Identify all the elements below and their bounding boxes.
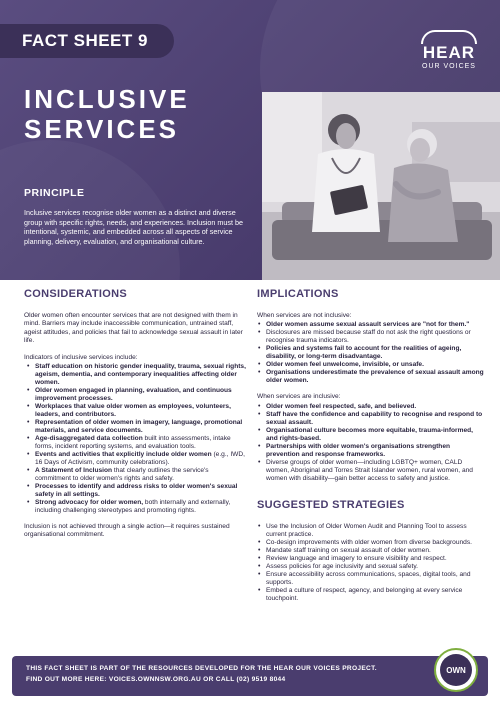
principle-text: Inclusive services recognise older women as a distinct and diverse group with specific rights, needs, and experiences. Inclusion must be intentional, systemic, and embedded across all aspects of service planning, delivery, evaluation, and organisational culture. xyxy=(24,208,243,246)
implications-section xyxy=(257,288,485,603)
list-item: • Mandate staff training on sexual assault of older women. xyxy=(257,547,485,555)
indicators-list xyxy=(24,363,246,515)
list-item: • Age-disaggregated data collection built into assessments, intake forms, incident reporting systems, and evaluation tools. xyxy=(24,435,246,451)
list-item: • Assess policies for age inclusivity and sexual safety. xyxy=(257,563,485,571)
list-item: • Events and activities that explicitly include older women (e.g., IWD, 16 Days of Activism, community celebrations). xyxy=(24,451,246,467)
implications-heading: IMPLICATIONS xyxy=(257,288,339,300)
footer-banner xyxy=(12,656,488,696)
list-item: • Staff have the confidence and capability to recognise and respond to sexual assault. xyxy=(257,411,485,427)
considerations-outro: Inclusion is not achieved through a single action—it requires sustained organisational commitment. xyxy=(24,523,230,539)
list-item: • Co-design improvements with older women from diverse backgrounds. xyxy=(257,539,485,547)
logo-arc xyxy=(421,30,477,44)
indicators-label: Indicators of inclusive services include: xyxy=(24,353,138,361)
considerations-heading: CONSIDERATIONS xyxy=(24,288,128,300)
inclusive-label: When services are inclusive: xyxy=(257,393,341,401)
considerations-section xyxy=(24,288,246,540)
list-item: • Strong advocacy for older women, both internally and externally, including challenging stereotypes and promoting rights. xyxy=(24,499,246,515)
list-item: • Review language and imagery to ensure visibility and respect. xyxy=(257,555,485,563)
footer-line-1: THIS FACT SHEET IS PART OF THE RESOURCES DEVELOPED FOR THE HEAR OUR VOICES PROJECT. xyxy=(26,665,377,672)
hero-photo xyxy=(262,92,500,280)
list-item: • Diverse groups of older women—including LGBTQ+ women, CALD women, Aboriginal and Torres Strait Islander women, rural women, and women with disability—gain better access to safety and justice. xyxy=(257,459,485,483)
list-item: • Organisational culture becomes more equitable, trauma-informed, and rights-based. xyxy=(257,427,485,443)
inclusive-list xyxy=(257,403,485,483)
list-item: • Embed a culture of respect, agency, and belonging at every service touchpoint. xyxy=(257,587,485,603)
own-badge-icon xyxy=(434,648,478,692)
considerations-intro: Older women often encounter services that are not designed with them in mind. Barriers may include inaccessible communication, untrained staff, ageist attitudes, and policies that fail to acknowledge sexual assault in later life. xyxy=(24,312,243,345)
title-line-1: INCLUSIVE xyxy=(24,84,190,114)
strategies-heading: SUGGESTED STRATEGIES xyxy=(257,498,405,511)
logo-word-voices: OUR VOICES xyxy=(422,63,476,70)
list-item: • Partnerships with older women's organisations strengthen prevention and response frameworks. xyxy=(257,443,485,459)
hear-our-voices-logo xyxy=(411,30,487,88)
list-item: • Older women feel unwelcome, invisible, or unsafe. xyxy=(257,361,485,369)
list-item: • Processes to identify and address risks to older women's sexual safety in all settings. xyxy=(24,483,246,499)
list-item: • Older women feel respected, safe, and believed. xyxy=(257,403,485,411)
list-item: • Staff education on historic gender inequality, trauma, sexual rights, ageism, dementia, and contemporary inequalities affecting older women. xyxy=(24,363,246,387)
list-item: • Representation of older women in imagery, language, promotional materials, and service documents. xyxy=(24,419,246,435)
list-item: • Ensure accessibility across communications, spaces, digital tools, and supports. xyxy=(257,571,485,587)
own-badge-text: OWN xyxy=(440,654,472,686)
logo-word-hear: HEAR xyxy=(422,43,476,62)
list-item: • A Statement of Inclusion that clearly outlines the service's commitment to older women's rights and safety. xyxy=(24,467,246,483)
strategies-list xyxy=(257,523,485,603)
not-inclusive-list xyxy=(257,321,485,385)
fact-sheet-number: FACT SHEET 9 xyxy=(22,31,148,50)
list-item: • Policies and systems fail to account for the realities of ageing, disability, or long-term disadvantage. xyxy=(257,345,485,361)
list-item: • Older women assume sexual assault services are "not for them." xyxy=(257,321,485,329)
page-title xyxy=(24,84,190,144)
list-item: • Organisations underestimate the prevalence of sexual assault among older women. xyxy=(257,369,485,385)
list-item: • Older women engaged in planning, evaluation, and continuous improvement processes. xyxy=(24,387,246,403)
list-item: • Workplaces that value older women as employees, volunteers, leaders, and contributors. xyxy=(24,403,246,419)
title-line-2: SERVICES xyxy=(24,114,180,144)
list-item: • Use the Inclusion of Older Women Audit and Planning Tool to assess current practice. xyxy=(257,523,485,539)
fact-sheet-label xyxy=(0,24,174,58)
photo-illustration xyxy=(262,92,500,280)
list-item: • Disclosures are missed because staff do not ask the right questions or recognise trauma indicators. xyxy=(257,329,485,345)
footer-contact: FIND OUT MORE HERE: VOICES.OWNNSW.ORG.AU OR CALL (02) 9519 8044 xyxy=(26,676,286,683)
not-inclusive-label: When services are not inclusive: xyxy=(257,312,352,319)
principle-heading: PRINCIPLE xyxy=(24,187,85,199)
